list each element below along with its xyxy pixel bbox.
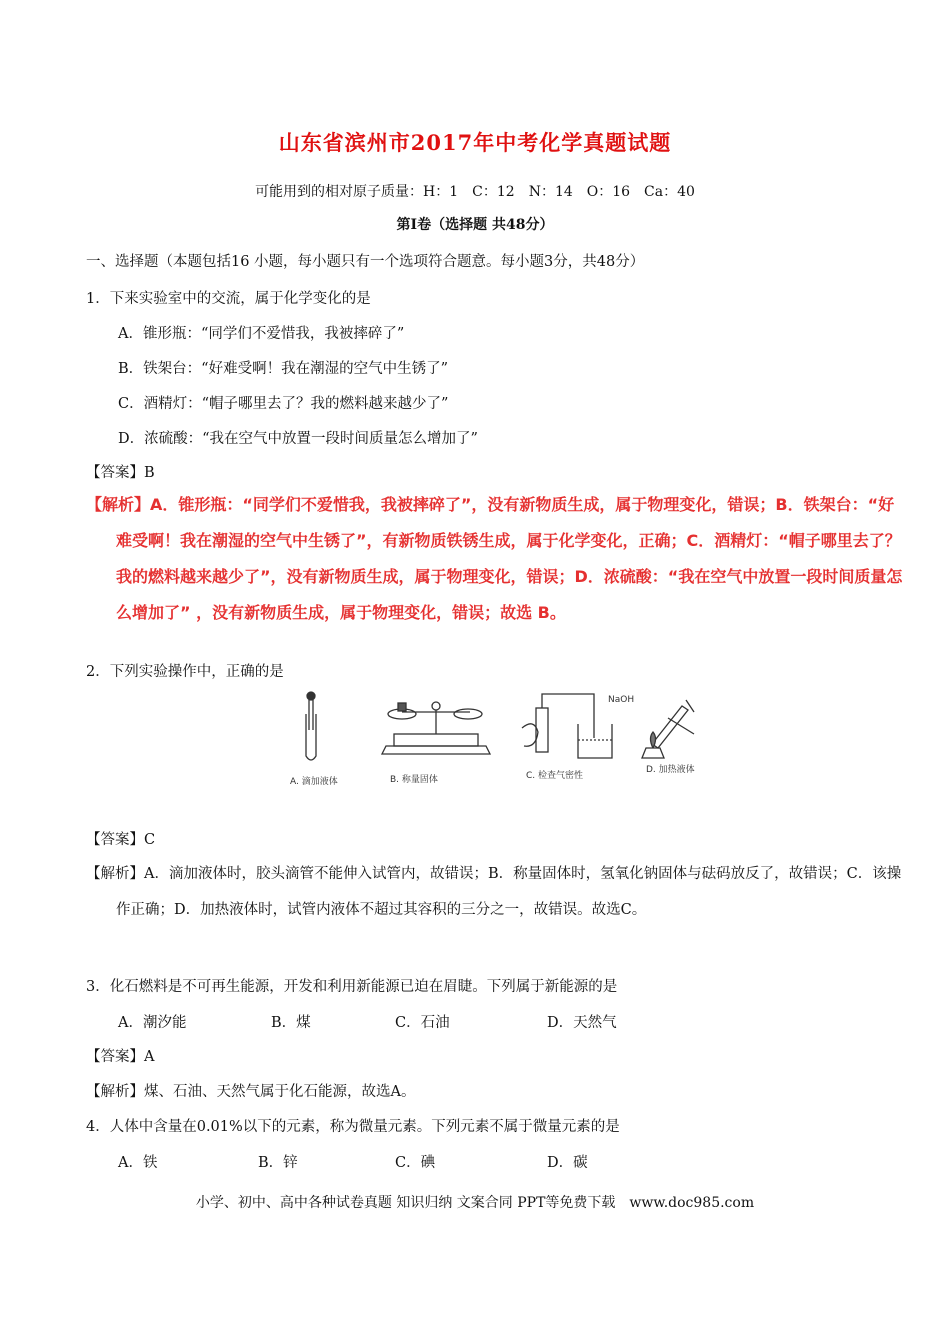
- section-intro: 一、选择题（本题包括16 小题，每小题只有一个选项符合题意。每小题3分，共48分）: [86, 254, 645, 270]
- figure-caption-b: B. 称量固体: [390, 775, 438, 785]
- naoh-label: NaOH: [608, 695, 635, 705]
- figure-caption-c: C. 检查气密性: [526, 771, 584, 781]
- q2-answer: 【答案】C: [86, 832, 156, 848]
- q4-option-b: B．锌: [258, 1155, 298, 1171]
- q3-option-c: C．石油: [395, 1015, 450, 1031]
- alcohol-lamp-icon: [642, 748, 664, 758]
- q3-option-a: A．潮汐能: [118, 1015, 187, 1031]
- q2-stem: 2．下列实验操作中，正确的是: [86, 664, 284, 680]
- q2-analysis: 【解析】A．滴加液体时，胶头滴管不能伸入试管内，故错误；B．称量固体时，氢氧化钠固体与砝码放反了，故错误；C．该操作正确；D．加热液体时，试管内液体不超过其容积的三分之一，故错误。故选C。: [86, 866, 902, 918]
- part-title: 第Ⅰ卷（选择题 共48分）: [396, 217, 554, 233]
- q4-option-c: C．碘: [395, 1155, 436, 1171]
- q1-analysis: 【解析】A．锥形瓶：“同学们不爱惜我，我被摔碎了”，没有新物质生成，属于物理变化，错误；B．铁架台：“好难受啊！我在潮湿的空气中生锈了”，有新物质铁锈生成，属于化学变化，正确；C．酒精灯：“帽子哪里去了？我的燃料越来越少了”，没有新物质生成，属于物理变化，错误；D．浓硫酸：“我在空气中放置一段时间质量怎么增加了” ，没有新物质生成，属于物理变化，错误；故选 B。: [86, 495, 903, 622]
- balance-icon: [382, 746, 490, 754]
- q3-answer: 【答案】A: [86, 1049, 155, 1065]
- figure-caption-a: A. 滴加液体: [290, 777, 338, 787]
- q1-answer: 【答案】B: [86, 465, 155, 481]
- test-tube-icon: [306, 714, 316, 760]
- q3-option-b: B．煤: [271, 1015, 311, 1031]
- q1-option-d: D．浓硫酸：“我在空气中放置一段时间质量怎么增加了”: [118, 431, 478, 447]
- q3-stem: 3．化石燃料是不可再生能源，开发和利用新能源已迫在眉睫。下列属于新能源的是: [86, 979, 618, 995]
- q1-stem: 1．下来实验室中的交流，属于化学变化的是: [86, 291, 371, 307]
- q4-option-d: D．碳: [547, 1155, 588, 1171]
- atomic-masses: 可能用到的相对原子质量：H：1 C：12 N：14 O：16 Ca：40: [255, 184, 695, 200]
- q4-option-a: A．铁: [118, 1155, 158, 1171]
- figure-caption-d: D. 加热液体: [646, 765, 695, 775]
- beaker-icon: [578, 724, 612, 758]
- q1-option-a: A．锥形瓶：“同学们不爱惜我，我被摔碎了”: [118, 326, 405, 342]
- lab-operations-figure: [290, 688, 720, 788]
- q3-analysis: 【解析】煤、石油、天然气属于化石能源，故选A。: [86, 1084, 416, 1100]
- footer-download-note: 小学、初中、高中各种试卷真题 知识归纳 文案合同 PPT等免费下载 www.doc985.com: [195, 1195, 755, 1211]
- q1-option-c: C．酒精灯：“帽子哪里去了？我的燃料越来越少了”: [118, 396, 449, 412]
- q1-option-b: B．铁架台：“好难受啊！我在潮湿的空气中生锈了”: [118, 361, 448, 377]
- q4-stem: 4．人体中含量在0.01%以下的元素，称为微量元素。下列元素不属于微量元素的是: [86, 1119, 620, 1135]
- q3-option-d: D．天然气: [547, 1015, 617, 1031]
- page-title: 山东省滨州市2017年中考化学真题试题: [278, 130, 672, 155]
